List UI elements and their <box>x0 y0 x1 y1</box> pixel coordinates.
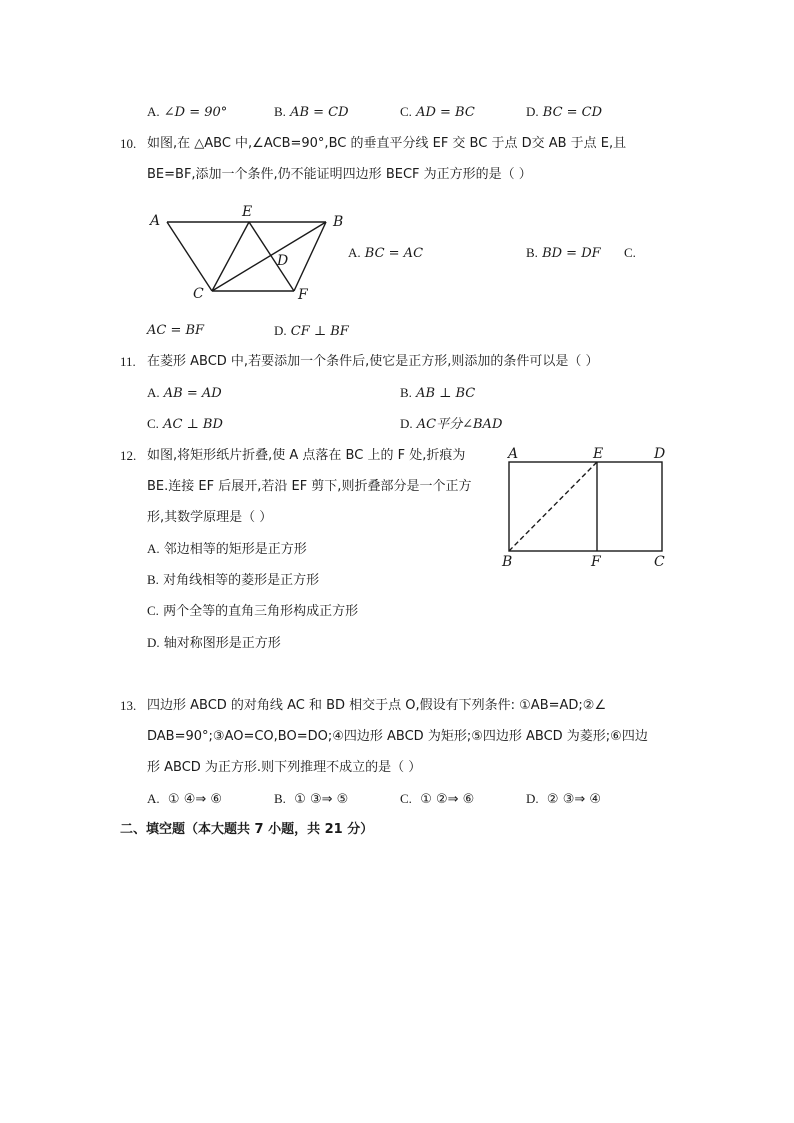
q11-stem-line1: 在菱形 ABCD 中,若要添加一个条件后,使它是正方形,则添加的条件可以是（ ） <box>147 354 599 369</box>
q11-option-c: C. AC ⊥ BD <box>147 416 223 432</box>
q12-label-a: A <box>508 446 519 462</box>
q13-stem-line1: 四边形 ABCD 的对角线 AC 和 BD 相交于点 O,假设有下列条件: ①AB=AD;②∠ <box>147 698 607 713</box>
q12-option-a: A. 邻边相等的矩形是正方形 <box>147 541 307 557</box>
q12-stem-line2: BE.连接 EF 后展开,若沿 EF 剪下,则折叠部分是一个正方 <box>147 479 472 494</box>
q9-option-c: C. AD = BC <box>400 104 475 120</box>
q10-label-a: A <box>150 213 161 229</box>
q13-stem-line2: DAB=90°;③AO=CO,BO=DO;④四边形 ABCD 为矩形;⑤四边形 ABCD 为菱形;⑥四边 <box>147 729 648 744</box>
q10-label-f: F <box>298 287 308 303</box>
q13-option-a: A. ① ④⇒ ⑥ <box>147 791 223 807</box>
q10-stem-line1: 如图,在 △ABC 中,∠ACB=90°,BC 的垂直平分线 EF 交 BC 于点 D交 AB 于点 E,且 <box>147 136 627 151</box>
q10-option-d: D. CF ⊥ BF <box>274 323 349 339</box>
q12-label-d: D <box>654 446 666 462</box>
section-2-title: 二、填空题（本大题共 7 小题，共 21 分） <box>120 822 374 837</box>
q12-figure <box>498 444 678 572</box>
q11-option-a: A. AB = AD <box>147 385 222 401</box>
q10-option-a: A. BC = AC <box>348 245 424 261</box>
q11-option-b: B. AB ⊥ BC <box>400 385 476 401</box>
q12-option-c: C. 两个全等的直角三角形构成正方形 <box>147 603 359 619</box>
q10-label-e: E <box>242 204 253 220</box>
q10-label-d: D <box>277 253 289 269</box>
q13-option-d: D. ② ③⇒ ④ <box>526 791 602 807</box>
q12-label-f: F <box>591 554 601 570</box>
q12-label-b: B <box>502 554 513 570</box>
q13-number: 13. <box>120 698 137 713</box>
q10-figure <box>145 198 355 308</box>
q12-label-c: C <box>654 554 665 570</box>
q9-option-a: A. ∠D = 90° <box>147 104 228 120</box>
q13-option-b: B. ① ③⇒ ⑤ <box>274 791 349 807</box>
q9-option-b: B. AB = CD <box>274 104 349 120</box>
q10-stem-line2: BE=BF,添加一个条件,仍不能证明四边形 BECF 为正方形的是（ ） <box>147 167 532 182</box>
q12-stem-line1: 如图,将矩形纸片折叠,使 A 点落在 BC 上的 F 处,折痕为 <box>147 448 466 463</box>
q13-stem-line3: 形 ABCD 为正方形.则下列推理不成立的是（ ） <box>147 760 422 775</box>
q10-label-b: B <box>333 214 344 230</box>
q10-option-c-text: AC = BF <box>147 323 205 338</box>
q10-option-c-letter: C. <box>624 245 636 260</box>
q12-label-e: E <box>593 446 604 462</box>
q12-option-b: B. 对角线相等的菱形是正方形 <box>147 572 320 588</box>
q10-number: 10. <box>120 136 137 151</box>
q11-option-d: D. AC平分∠BAD <box>400 416 503 432</box>
q12-stem-line3: 形,其数学原理是（ ） <box>147 510 273 525</box>
q12-option-d: D. 轴对称图形是正方形 <box>147 635 281 651</box>
q12-number: 12. <box>120 448 137 463</box>
q13-option-c: C. ① ②⇒ ⑥ <box>400 791 475 807</box>
q11-number: 11. <box>120 354 136 369</box>
q10-option-b: B. BD = DF <box>526 245 601 261</box>
q9-option-d: D. BC = CD <box>526 104 603 120</box>
q10-label-c: C <box>193 286 204 302</box>
